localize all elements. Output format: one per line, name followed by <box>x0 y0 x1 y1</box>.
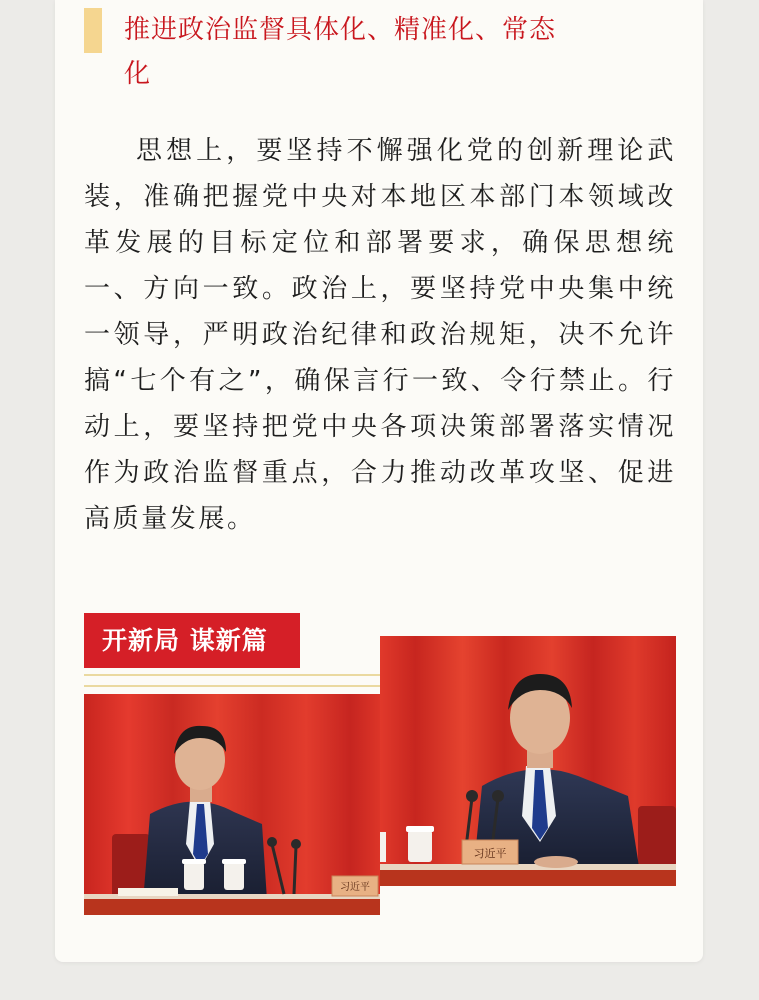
decorative-divider <box>84 674 380 676</box>
conference-photo-right-image <box>380 636 676 886</box>
conference-photo-left-image <box>84 694 380 915</box>
heading-accent-bar <box>84 8 102 53</box>
article-paragraph: 思想上，要坚持不懈强化党的创新理论武装，准确把握党中央对本地区本部门本领域改革发展的目标定位和部署要求，确保思想统一、方向一致。政治上，要坚持党中央集中统一领导，严明政治纪律和政治规矩，决不允许搞“七个有之”，确保言行一致、令行禁止。行动上，要坚持把党中央各项决策部署落实情况作为政治监督重点，合力推动改革攻坚、促进高质量发展。 <box>84 136 676 534</box>
photo-section <box>84 610 676 920</box>
section-tag: 开新局 谋新篇 <box>84 613 300 668</box>
section-heading: 推进政治监督具体化、精准化、常态化 <box>124 15 557 89</box>
decorative-divider <box>84 685 380 687</box>
conference-photo-right[interactable] <box>380 636 676 886</box>
nameplate-right: 习近平 <box>473 847 507 860</box>
nameplate-left: 习近平 <box>340 882 370 893</box>
conference-photo-left[interactable] <box>84 694 380 915</box>
